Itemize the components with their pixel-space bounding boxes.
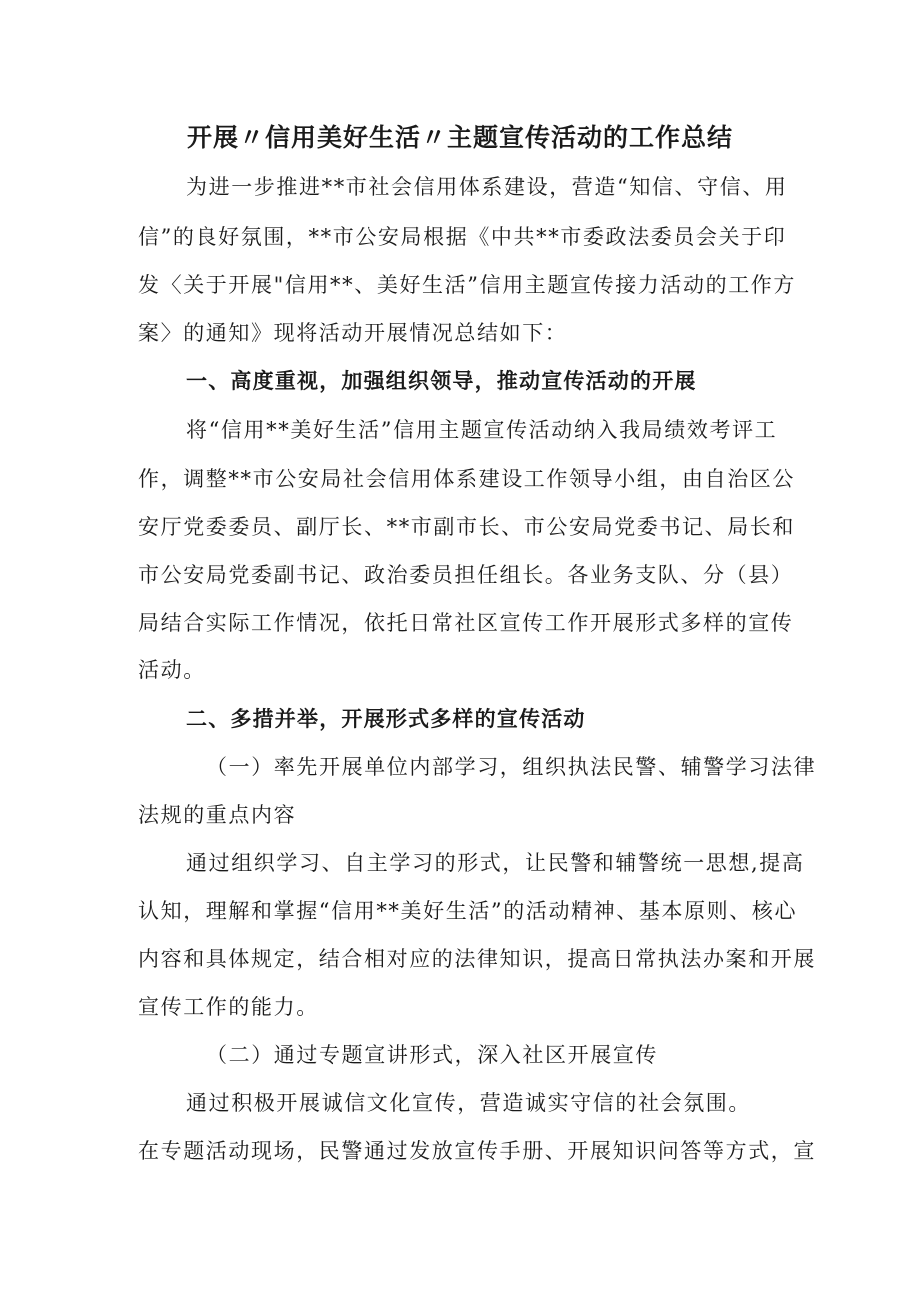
section-1-line-2: 作，调整**市公安局社会信用体系建设工作领导小组，由自治区公 [138, 467, 795, 491]
subsection-1-heading-line-1: （一）率先开展单位内部学习，组织执法民警、辅警学习法律 [206, 755, 817, 779]
section-2-heading: 二、多措并举，开展形式多样的宣传活动 [186, 707, 586, 731]
subsection-2-line-1: 通过积极开展诚信文化宣传，营造诚实守信的社会氛围。 [186, 1091, 751, 1115]
intro-line-2: 信”的良好氛围，**市公安局根据《中共**市委政法委员会关于印 [138, 225, 787, 249]
intro-line-3: 发〈关于开展"信用**、美好生活”信用主题宣传接力活动的工作方 [138, 273, 796, 297]
section-1-line-1: 将“信用**美好生活”信用主题宣传活动纳入我局绩效考评工 [186, 418, 778, 442]
subsection-1-line-2: 认知，理解和掌握“信用**美好生活”的活动精神、基本原则、核心 [138, 899, 798, 923]
section-1-line-3: 安厅党委委员、副厅长、**市副市长、市公安局党委书记、局长和 [138, 515, 795, 539]
document-title: 开展〃信用美好生活〃主题宣传活动的工作总结 [186, 123, 733, 152]
section-1-line-5: 局结合实际工作情况，依托日常社区宣传工作开展形式多样的宣传 [138, 611, 794, 635]
intro-line-1: 为进一步推进**市社会信用体系建设，营造“知信、守信、用 [186, 175, 788, 199]
subsection-1-line-4: 宣传工作的能力。 [138, 995, 319, 1019]
subsection-2-heading: （二）通过专题宣讲形式，深入社区开展宣传 [206, 1043, 658, 1067]
intro-line-4: 案〉的通知》现将活动开展情况总结如下： [138, 321, 568, 345]
section-1-heading: 一、高度重视，加强组织领导，推动宣传活动的开展 [186, 369, 697, 393]
section-1-line-4: 市公安局党委副书记、政治委员担任组长。各业务支队、分（县） [138, 563, 794, 587]
subsection-1-heading-line-2: 法规的重点内容 [138, 803, 297, 827]
subsection-1-line-3: 内容和具体规定，结合相对应的法律知识，提高日常执法办案和开展 [138, 947, 816, 971]
subsection-1-line-1: 通过组织学习、自主学习的形式，让民警和辅警统一思想,提高 [186, 851, 805, 875]
subsection-2-line-2: 在专题活动现场，民警通过发放宣传手册、开展知识问答等方式，宣 [138, 1139, 816, 1163]
section-1-line-6: 活动。 [138, 658, 206, 682]
